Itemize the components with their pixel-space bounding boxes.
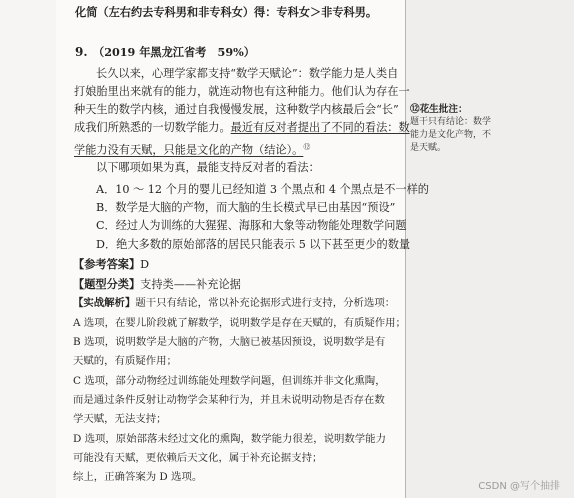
stem-line-3: 种天生的数学内核，通过自我慢慢发展，这种数学内核最后会“长” — [74, 103, 399, 116]
category-label: 【题型分类】 — [73, 277, 141, 291]
analysis-line: 天赋的，有质疑作用； — [73, 355, 177, 367]
opponent-view-highlight: 最近有反对者提出了不同的看法：数 — [230, 121, 410, 134]
analysis-line: 学天赋，无法支持； — [73, 413, 167, 425]
sidenote-line: 是天赋。 — [410, 143, 447, 153]
answer-label: 【参考答案】 — [73, 257, 141, 271]
answer-row — [73, 256, 149, 273]
sidenote-line: 能力是文化产物，不 — [410, 130, 492, 140]
analysis-label: 【实战解析】 — [73, 297, 136, 309]
category-value: 支持类——补充论据 — [140, 278, 241, 291]
analysis-line: C 选项，部分动物经过训练能处理数学问题，但训练并非文化熏陶， — [73, 375, 386, 387]
analysis-row-1 — [73, 295, 395, 311]
conclusion-highlight: 学能力没有天赋，只能是文化的产物（结论）。 — [74, 143, 304, 157]
analysis-line: B 选项，说明数学是大脑的产物，大脑已被基因预设，说明数学是有 — [73, 336, 386, 348]
annotation-marker: ⑫ — [303, 143, 311, 151]
stem-line-4 — [74, 120, 410, 136]
watermark: CSDN @写个抽排 — [478, 481, 560, 492]
analysis-line: 而是通过条件反射让动物学会某种行为，并且未说明动物是否存在数 — [73, 394, 385, 406]
sidenote-line: 题干只有结论：数学 — [410, 117, 492, 127]
analysis-line: 综上，正确答案为 D 选项。 — [73, 471, 203, 483]
option-c: C．经过人为训练的大猩猩、海豚和大象等动物能处理数学问题 — [96, 219, 407, 232]
analysis-line: D 选项，原始部落未经过文化的熏陶，数学能力很差，说明数学能力 — [73, 433, 386, 445]
previous-conclusion-line: 化简（左右约去专科男和非专科女）得：专科女＞非专科男。 — [75, 5, 378, 19]
stem-line-1: 长久以来，心理学家都支持“数学天赋论”：数学能力是人类自 — [96, 67, 399, 80]
stem-line-4-text: 成我们所熟悉的一切数学能力。 — [74, 121, 231, 134]
question-prompt: 以下哪项如果为真，最能支持反对者的看法： — [96, 161, 320, 174]
answer-value: D — [140, 258, 150, 271]
analysis-line: A 选项，在婴儿阶段就了解数学，说明数学是存在天赋的，有质疑作用； — [73, 317, 406, 329]
analysis-line: 题干只有结论，常以补充论据形式进行支持，分析选项： — [135, 297, 396, 309]
option-a: A．10 ～ 12 个月的婴儿已经知道 3 个黑点和 4 个黑点是不一样的 — [96, 183, 429, 196]
analysis-line: 可能没有天赋，更依赖后天文化，属于补充论据支持； — [73, 452, 323, 464]
stem-line-2: 打娘胎里出来就有的能力，就连动物也有这种能力。他们认为存在一 — [74, 85, 410, 98]
question-source: （2019 年黑龙江省考 59%） — [93, 45, 255, 59]
annotation-column — [406, 0, 574, 498]
option-b: B．数学是大脑的产物，而大脑的生长模式早已由基因“预设” — [96, 201, 396, 214]
category-row — [73, 276, 241, 293]
option-d: D．绝大多数的原始部落的居民只能表示 5 以下甚至更少的数量 — [96, 238, 411, 251]
stem-line-5 — [74, 139, 310, 159]
sidenote-title: ⑫花生批注： — [410, 104, 468, 115]
question-number: 9. — [75, 45, 88, 59]
